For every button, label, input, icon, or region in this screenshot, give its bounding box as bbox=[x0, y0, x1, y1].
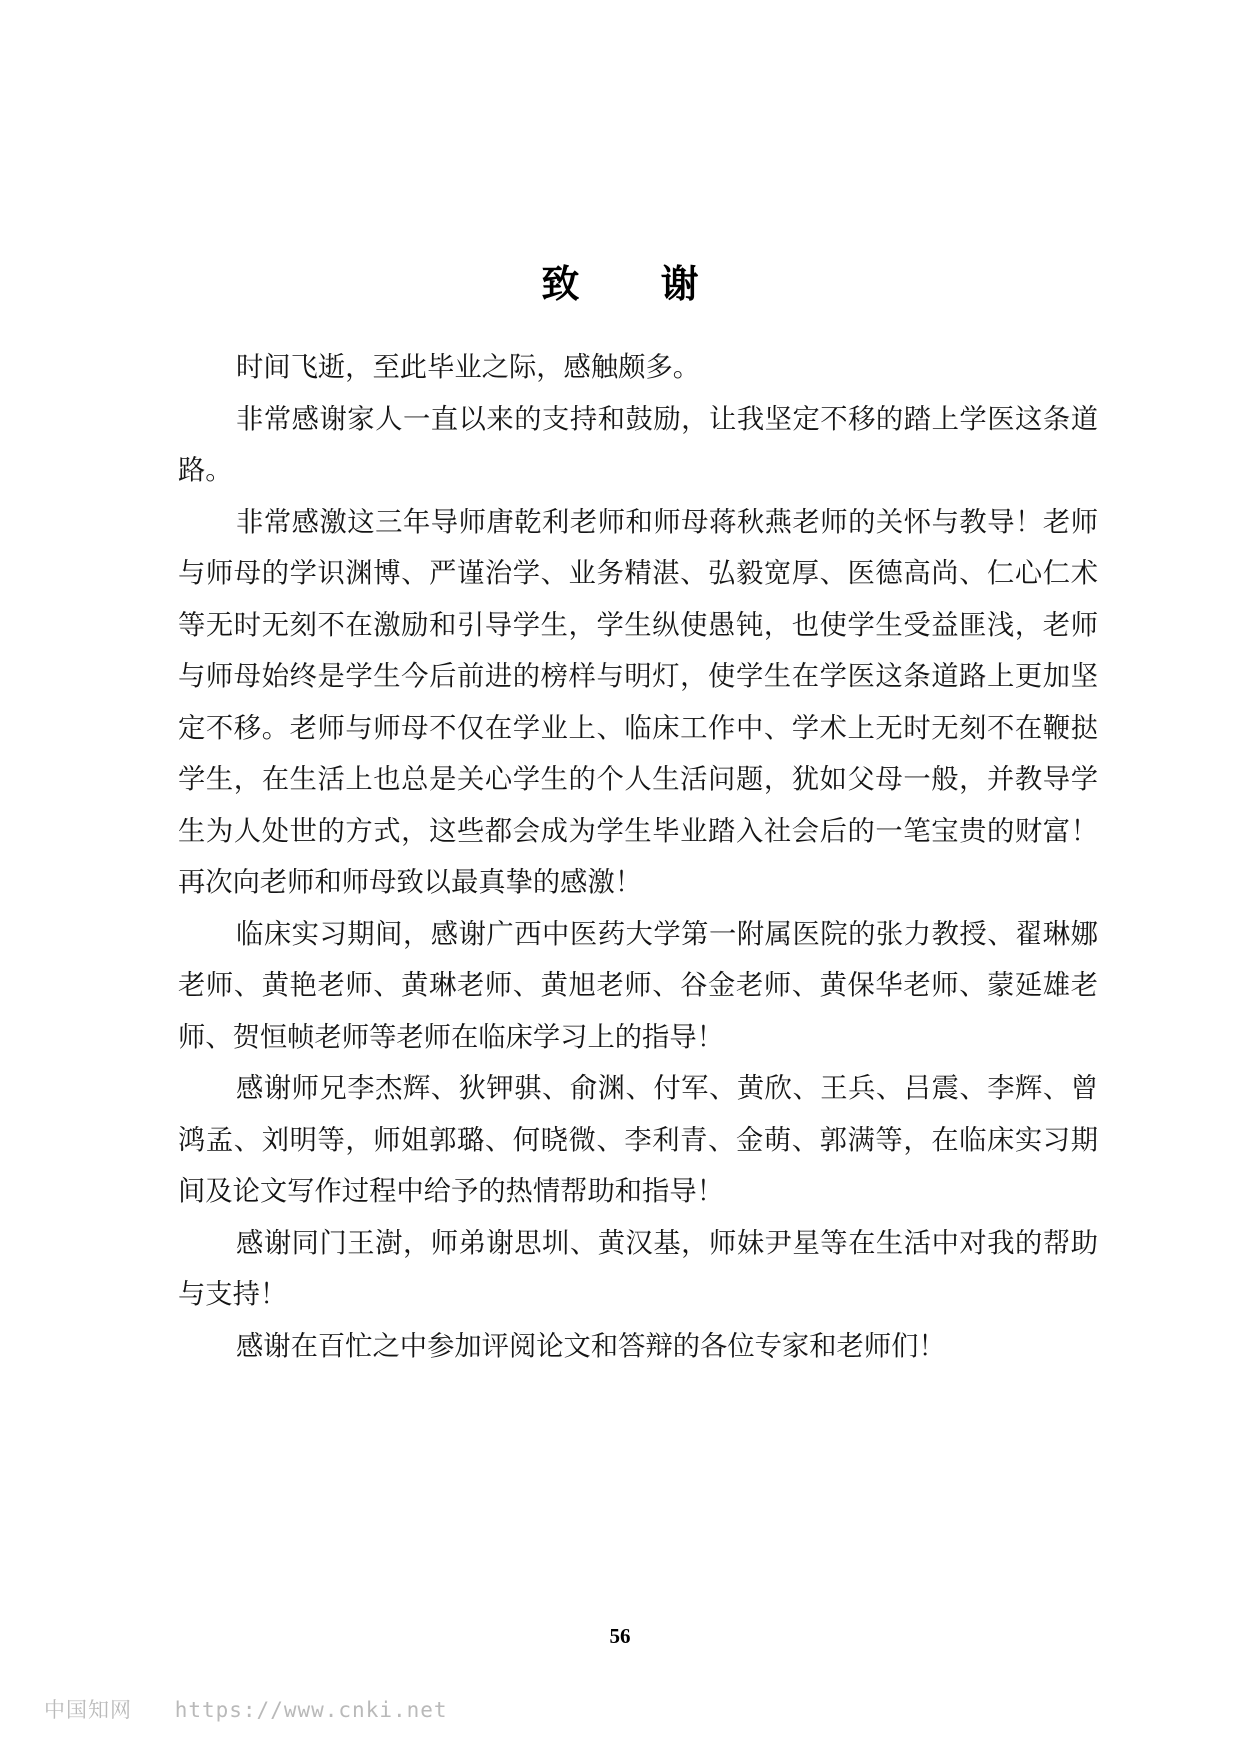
paragraph-7: 感谢在百忙之中参加评阅论文和答辩的各位专家和老师们！ bbox=[236, 1330, 946, 1362]
paragraph-4: 临床实习期间，感谢广西中医药大学第一附属医院的张力教授、翟琳娜老师、黄艳老师、黄琳老师、黄旭老师、谷金老师、黄保华老师、蒙延雄老师、贺恒帧老师等老师在临床学习上的指导！ bbox=[178, 918, 1098, 1053]
watermark-site-name: 中国知网 bbox=[44, 1698, 132, 1722]
acknowledgement-body bbox=[178, 342, 1098, 1372]
watermark bbox=[44, 1694, 448, 1724]
paragraph-5: 感谢师兄李杰辉、狄钾骐、俞渊、付军、黄欣、王兵、吕震、李辉、曾鸿孟、刘明等，师姐郭璐、何晓微、李利青、金萌、郭满等，在临床实习期间及论文写作过程中给予的热情帮助和指导！ bbox=[178, 1073, 1098, 1207]
paragraph-3: 非常感激这三年导师唐乾利老师和师母蒋秋燕老师的关怀与教导！老师与师母的学识渊博、严谨治学、业务精湛、弘毅宽厚、医德高尚、仁心仁术等无时无刻不在激励和引导学生，学生纵使愚钝，也使学生受益匪浅，老师与师母始终是学生今后前进的榜样与明灯，使学生在学医这条道路上更加坚定不移。老师与师母不仅在学业上、临床工作中、学术上无时无刻不在鞭挞学生，在生活上也总是关心学生的个人生活问题，犹如父母一般，并教导学生为人处世的方式，这些都会成为学生毕业踏入社会后的一笔宝贵的财富！再次向老师和师母致以最真挚的感激！ bbox=[178, 506, 1098, 898]
watermark-url: https://www.cnki.net bbox=[174, 1698, 448, 1722]
paragraph-1: 时间飞逝，至此毕业之际，感触颇多。 bbox=[236, 352, 701, 383]
paragraph-2: 非常感谢家人一直以来的支持和鼓励，让我坚定不移的踏上学医这条道路。 bbox=[178, 403, 1098, 486]
page-number: 56 bbox=[609, 1624, 631, 1648]
page-title: 致 谢 bbox=[541, 262, 733, 307]
paragraph-6: 感谢同门王澍，师弟谢思圳、黄汉基，师妹尹星等在生活中对我的帮助与支持！ bbox=[178, 1227, 1098, 1310]
